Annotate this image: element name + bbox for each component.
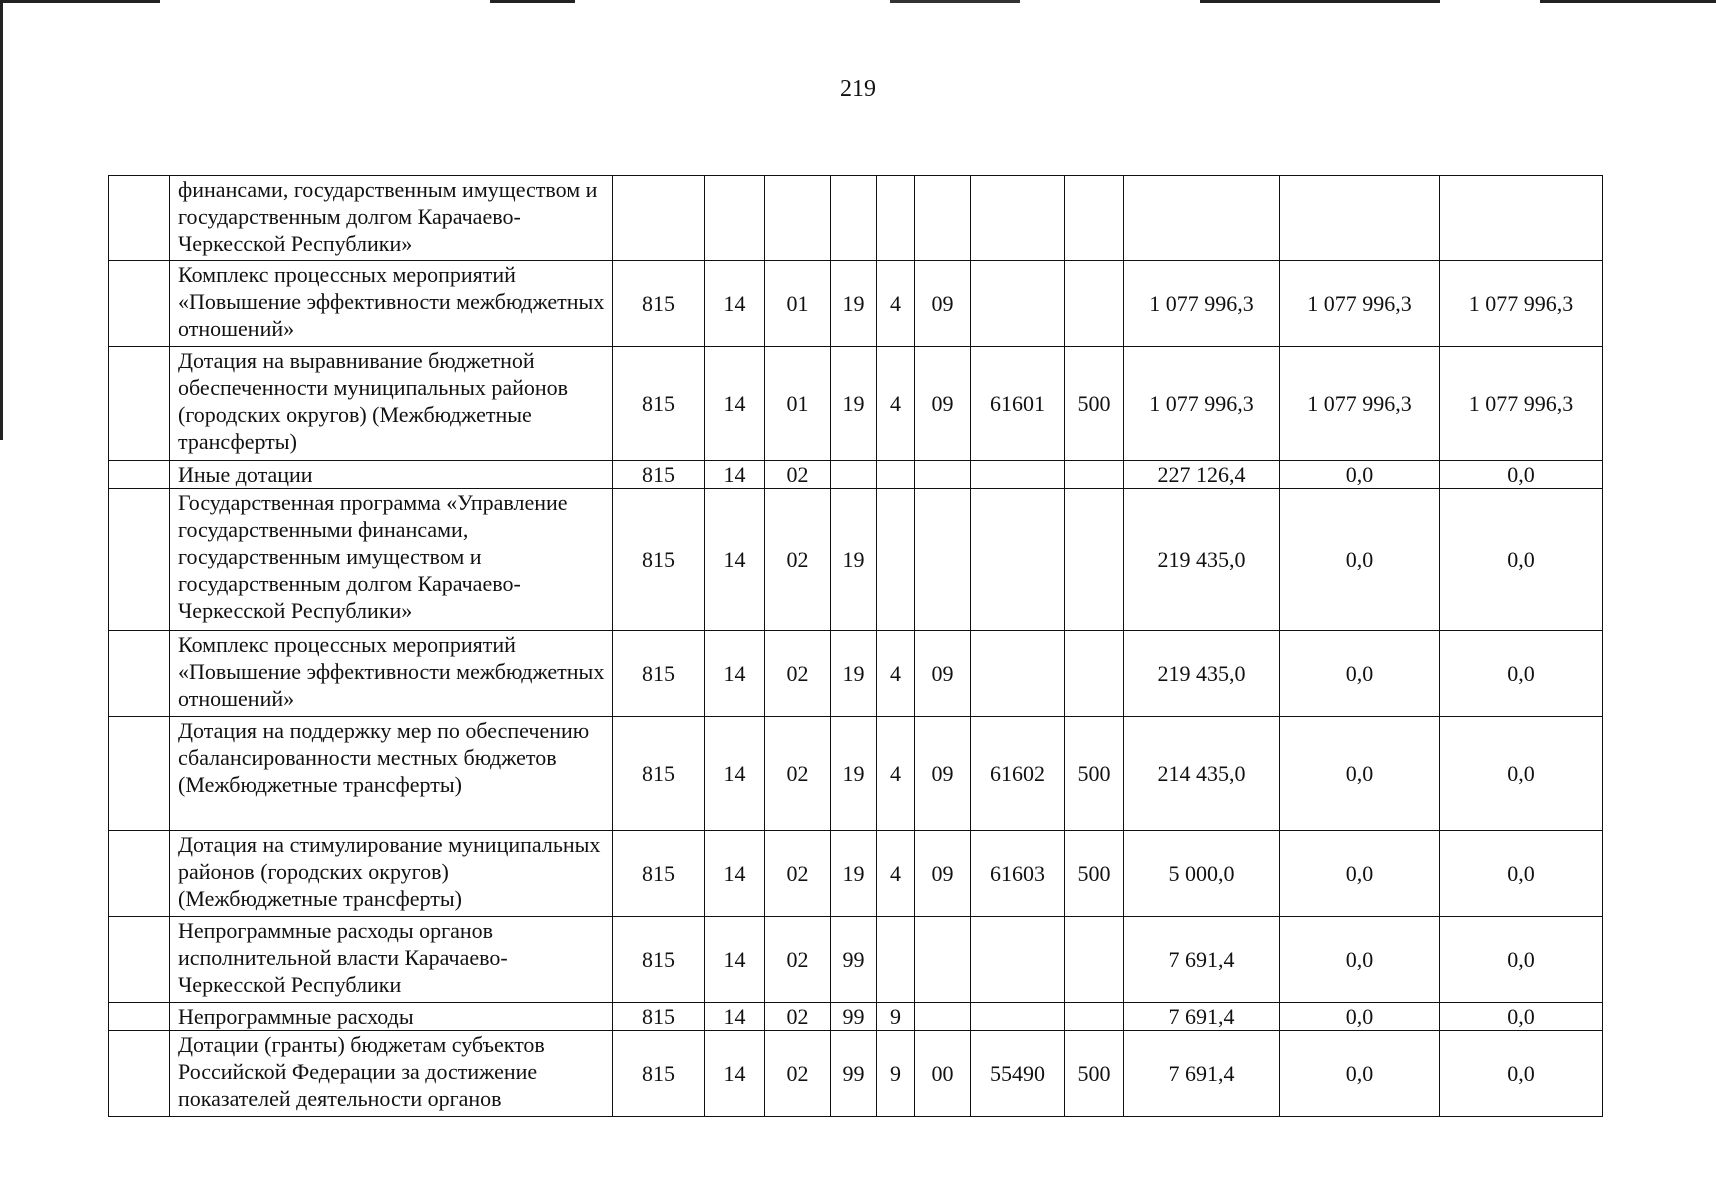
row-name: Дотация на поддержку мер по обеспечению сбалансированности местных бюджетов (Межбюджетные трансферты) (170, 717, 613, 831)
target-code-program (831, 461, 877, 489)
ved-code: 815 (613, 489, 705, 631)
amount-year-1: 1 077 996,3 (1124, 261, 1280, 347)
section-code: 14 (705, 917, 765, 1003)
amount-year-1: 7 691,4 (1124, 1003, 1280, 1031)
table-row (109, 831, 1603, 917)
subsection-code: 02 (765, 1003, 831, 1031)
page-number: 219 (840, 76, 876, 102)
subsection-code: 02 (765, 917, 831, 1003)
target-code-direction (971, 1003, 1065, 1031)
section-code: 14 (705, 461, 765, 489)
amount-year-3: 0,0 (1440, 489, 1603, 631)
amount-year-3: 1 077 996,3 (1440, 347, 1603, 461)
target-code-complex (915, 461, 971, 489)
amount-year-1: 214 435,0 (1124, 717, 1280, 831)
target-code-program (831, 176, 877, 261)
target-code-direction: 61601 (971, 347, 1065, 461)
row-number-cell (109, 1003, 170, 1031)
ved-code: 815 (613, 831, 705, 917)
amount-year-2: 0,0 (1280, 1031, 1440, 1117)
section-code: 14 (705, 831, 765, 917)
target-code-direction (971, 917, 1065, 1003)
section-code: 14 (705, 489, 765, 631)
ved-code: 815 (613, 1031, 705, 1117)
target-code-type (877, 917, 915, 1003)
target-code-complex (915, 917, 971, 1003)
expense-type-code (1065, 917, 1124, 1003)
subsection-code: 02 (765, 631, 831, 717)
amount-year-3: 0,0 (1440, 461, 1603, 489)
row-number-cell (109, 917, 170, 1003)
target-code-type: 9 (877, 1003, 915, 1031)
expense-type-code: 500 (1065, 717, 1124, 831)
expense-type-code: 500 (1065, 1031, 1124, 1117)
target-code-type: 4 (877, 261, 915, 347)
amount-year-2: 0,0 (1280, 917, 1440, 1003)
row-name: Непрограммные расходы (170, 1003, 613, 1031)
section-code: 14 (705, 631, 765, 717)
target-code-program: 99 (831, 1031, 877, 1117)
amount-year-2: 1 077 996,3 (1280, 261, 1440, 347)
target-code-direction (971, 461, 1065, 489)
amount-year-3: 0,0 (1440, 917, 1603, 1003)
target-code-type (877, 461, 915, 489)
subsection-code: 02 (765, 489, 831, 631)
expense-type-code (1065, 489, 1124, 631)
row-number-cell (109, 717, 170, 831)
table-row (109, 261, 1603, 347)
target-code-direction (971, 176, 1065, 261)
section-code: 14 (705, 347, 765, 461)
subsection-code: 02 (765, 1031, 831, 1117)
amount-year-2: 1 077 996,3 (1280, 347, 1440, 461)
table-row (109, 461, 1603, 489)
target-code-type (877, 489, 915, 631)
subsection-code: 02 (765, 461, 831, 489)
table-row (109, 917, 1603, 1003)
target-code-type: 4 (877, 717, 915, 831)
expense-type-code (1065, 461, 1124, 489)
amount-year-2: 0,0 (1280, 461, 1440, 489)
table-row (109, 1003, 1603, 1031)
amount-year-1 (1124, 176, 1280, 261)
row-number-cell (109, 489, 170, 631)
table-row (109, 1031, 1603, 1117)
expense-type-code (1065, 1003, 1124, 1031)
target-code-complex (915, 1003, 971, 1031)
scan-edge-top (0, 0, 1716, 3)
row-name: Иные дотации (170, 461, 613, 489)
section-code: 14 (705, 1003, 765, 1031)
row-number-cell (109, 461, 170, 489)
row-name: Комплекс процессных мероприятий «Повышение эффективности межбюджетных отношений» (170, 261, 613, 347)
target-code-complex (915, 489, 971, 631)
row-name: Дотация на выравнивание бюджетной обеспеченности муниципальных районов (городских округов) (Межбюджетные трансферты) (170, 347, 613, 461)
amount-year-3: 0,0 (1440, 631, 1603, 717)
row-name: Государственная программа «Управление государственными финансами, государственным имуществом и государственным долгом Карачаево-Черкесской Республики» (170, 489, 613, 631)
amount-year-3: 0,0 (1440, 831, 1603, 917)
expense-type-code: 500 (1065, 347, 1124, 461)
amount-year-2 (1280, 176, 1440, 261)
row-name: финансами, государственным имуществом и государственным долгом Карачаево-Черкесской Республики» (170, 176, 613, 261)
row-number-cell (109, 631, 170, 717)
target-code-program: 99 (831, 917, 877, 1003)
target-code-type: 4 (877, 631, 915, 717)
row-number-cell (109, 831, 170, 917)
scan-edge-left (0, 0, 3, 440)
ved-code: 815 (613, 1003, 705, 1031)
amount-year-1: 7 691,4 (1124, 1031, 1280, 1117)
target-code-complex: 00 (915, 1031, 971, 1117)
target-code-program: 99 (831, 1003, 877, 1031)
amount-year-3: 0,0 (1440, 1003, 1603, 1031)
expense-type-code (1065, 261, 1124, 347)
table-row (109, 347, 1603, 461)
table-row (109, 176, 1603, 261)
subsection-code: 02 (765, 717, 831, 831)
target-code-complex: 09 (915, 717, 971, 831)
amount-year-3: 0,0 (1440, 1031, 1603, 1117)
amount-year-1: 1 077 996,3 (1124, 347, 1280, 461)
target-code-program: 19 (831, 717, 877, 831)
row-name: Дотация на стимулирование муниципальных районов (городских округов) (Межбюджетные трансферты) (170, 831, 613, 917)
amount-year-2: 0,0 (1280, 831, 1440, 917)
ved-code: 815 (613, 717, 705, 831)
row-name: Комплекс процессных мероприятий «Повышение эффективности межбюджетных отношений» (170, 631, 613, 717)
row-name: Непрограммные расходы органов исполнительной власти Карачаево-Черкесской Республики (170, 917, 613, 1003)
amount-year-3 (1440, 176, 1603, 261)
ved-code: 815 (613, 917, 705, 1003)
amount-year-2: 0,0 (1280, 489, 1440, 631)
amount-year-2: 0,0 (1280, 631, 1440, 717)
target-code-direction: 61602 (971, 717, 1065, 831)
section-code: 14 (705, 1031, 765, 1117)
row-number-cell (109, 1031, 170, 1117)
table-row (109, 489, 1603, 631)
target-code-complex (915, 176, 971, 261)
amount-year-2: 0,0 (1280, 717, 1440, 831)
target-code-program: 19 (831, 261, 877, 347)
row-number-cell (109, 347, 170, 461)
subsection-code (765, 176, 831, 261)
target-code-direction (971, 631, 1065, 717)
amount-year-1: 227 126,4 (1124, 461, 1280, 489)
row-number-cell (109, 176, 170, 261)
target-code-program: 19 (831, 631, 877, 717)
ved-code: 815 (613, 261, 705, 347)
expense-type-code (1065, 176, 1124, 261)
target-code-program: 19 (831, 831, 877, 917)
table-row (109, 631, 1603, 717)
subsection-code: 01 (765, 347, 831, 461)
ved-code: 815 (613, 631, 705, 717)
target-code-type: 4 (877, 831, 915, 917)
subsection-code: 02 (765, 831, 831, 917)
expense-type-code (1065, 631, 1124, 717)
target-code-complex: 09 (915, 831, 971, 917)
amount-year-1: 7 691,4 (1124, 917, 1280, 1003)
target-code-type (877, 176, 915, 261)
target-code-program: 19 (831, 347, 877, 461)
budget-table (108, 175, 1603, 1117)
target-code-type: 9 (877, 1031, 915, 1117)
section-code: 14 (705, 717, 765, 831)
section-code (705, 176, 765, 261)
row-name: Дотации (гранты) бюджетам субъектов Российской Федерации за достижение показателей деятельности органов (170, 1031, 613, 1117)
row-number-cell (109, 261, 170, 347)
expense-type-code: 500 (1065, 831, 1124, 917)
target-code-complex: 09 (915, 347, 971, 461)
target-code-direction: 61603 (971, 831, 1065, 917)
table-row (109, 717, 1603, 831)
subsection-code: 01 (765, 261, 831, 347)
ved-code: 815 (613, 461, 705, 489)
target-code-program: 19 (831, 489, 877, 631)
amount-year-1: 5 000,0 (1124, 831, 1280, 917)
target-code-type: 4 (877, 347, 915, 461)
target-code-complex: 09 (915, 261, 971, 347)
amount-year-3: 0,0 (1440, 717, 1603, 831)
ved-code: 815 (613, 347, 705, 461)
target-code-direction: 55490 (971, 1031, 1065, 1117)
target-code-complex: 09 (915, 631, 971, 717)
ved-code (613, 176, 705, 261)
amount-year-3: 1 077 996,3 (1440, 261, 1603, 347)
target-code-direction (971, 261, 1065, 347)
amount-year-2: 0,0 (1280, 1003, 1440, 1031)
section-code: 14 (705, 261, 765, 347)
amount-year-1: 219 435,0 (1124, 631, 1280, 717)
target-code-direction (971, 489, 1065, 631)
amount-year-1: 219 435,0 (1124, 489, 1280, 631)
